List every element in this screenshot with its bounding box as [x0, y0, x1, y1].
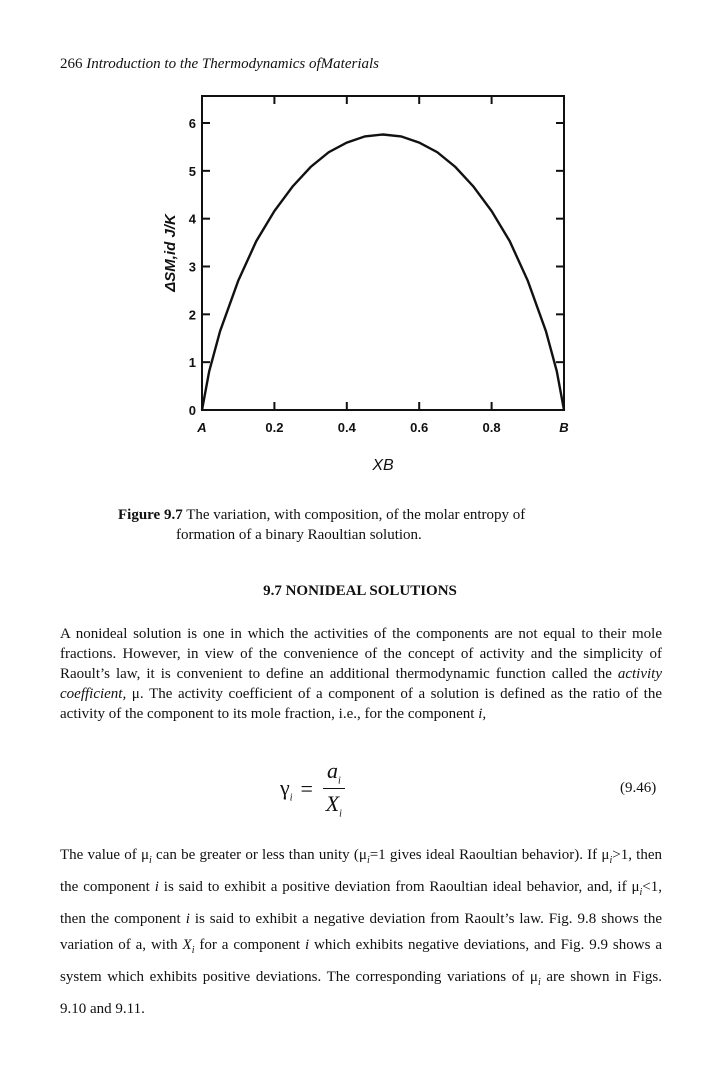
x-tick-label: 0.8 [482, 420, 501, 435]
eq-fraction [323, 758, 345, 820]
figure-label: Figure 9.7 [118, 507, 183, 523]
para1-component: i, [478, 706, 487, 722]
eq-equals: = [300, 775, 313, 801]
y-tick-label: 1 [188, 355, 196, 371]
eq-numerator: $a_i$ [323, 758, 345, 789]
book-title: Introduction to the Thermodynamics ofMaterials [86, 56, 379, 72]
para1-text-a: A nonideal solution is one in which the activities of the components are not equal to their mole fractions. However, in view of the convenience of the concept of activity and the simplicity of Raoult’s law, it is convenient to define an additional thermodynamic function called the [60, 626, 662, 682]
caption-line-1: The variation, with composition, of the molar entropy of [186, 507, 526, 523]
plot-frame [202, 96, 564, 410]
para1-text-b: μ. The activity coefficient of a component of a solution is defined as the ratio of the activity of the component to its mole fraction, i.e., for the component [60, 686, 662, 722]
y-tick-label: 2 [188, 307, 196, 323]
equation-number: (9.46) [620, 780, 657, 796]
x-tick-label: 0.2 [265, 420, 284, 435]
y-tick-label: 6 [188, 116, 196, 131]
eq-denominator: $X_i$ [325, 791, 342, 820]
paragraph-2: The value of $\mu_i$ can be greater or less than unity ($\mu_i=1$ gives ideal Raoultian behavior). If $\mu_i>1$, then the component i is said to exhibit a positive deviation from Raoultian ideal behavior, and, if $\mu_i<1$, then the component i is said to exhibit a negative deviation from Raoult’s law. Fig. 9.8 shows the variation of a, with $X_i$ for a component i which exhibits negative deviations, and Fig. 9.9 shows a system which exhibits positive deviations. The corresponding variations of $\mu_i$ are shown in Figs. 9.10 and 9.11. [60, 847, 662, 1017]
x-tick-label: A [197, 420, 207, 435]
equation-9-46 [280, 758, 345, 820]
running-header [60, 56, 379, 73]
entropy-curve [202, 135, 564, 411]
y-tick-label: 5 [188, 163, 196, 179]
x-tick-label: 0.6 [410, 420, 429, 435]
y-tick-label: 4 [188, 211, 196, 227]
x-axis-ticks [196, 96, 568, 435]
x-axis-label: XB [372, 457, 394, 474]
entropy-chart [150, 88, 590, 488]
x-tick-label: 0.4 [337, 420, 356, 435]
eq-lhs: $\gamma_i$ [280, 774, 293, 804]
para1-term: activity coefficient, [60, 666, 662, 702]
section-heading: 9.7 NONIDEAL SOLUTIONS [263, 583, 457, 599]
figure-caption [118, 505, 598, 545]
y-tick-label: 0 [188, 403, 196, 418]
y-axis-label: ΔSM,id J/K [162, 214, 179, 292]
page-number: 266 [60, 56, 83, 72]
x-tick-label: B [559, 420, 569, 435]
caption-line-2: formation of a binary Raoultian solution. [176, 527, 422, 543]
y-tick-label: 3 [188, 259, 196, 275]
paragraph-1 [60, 624, 662, 724]
